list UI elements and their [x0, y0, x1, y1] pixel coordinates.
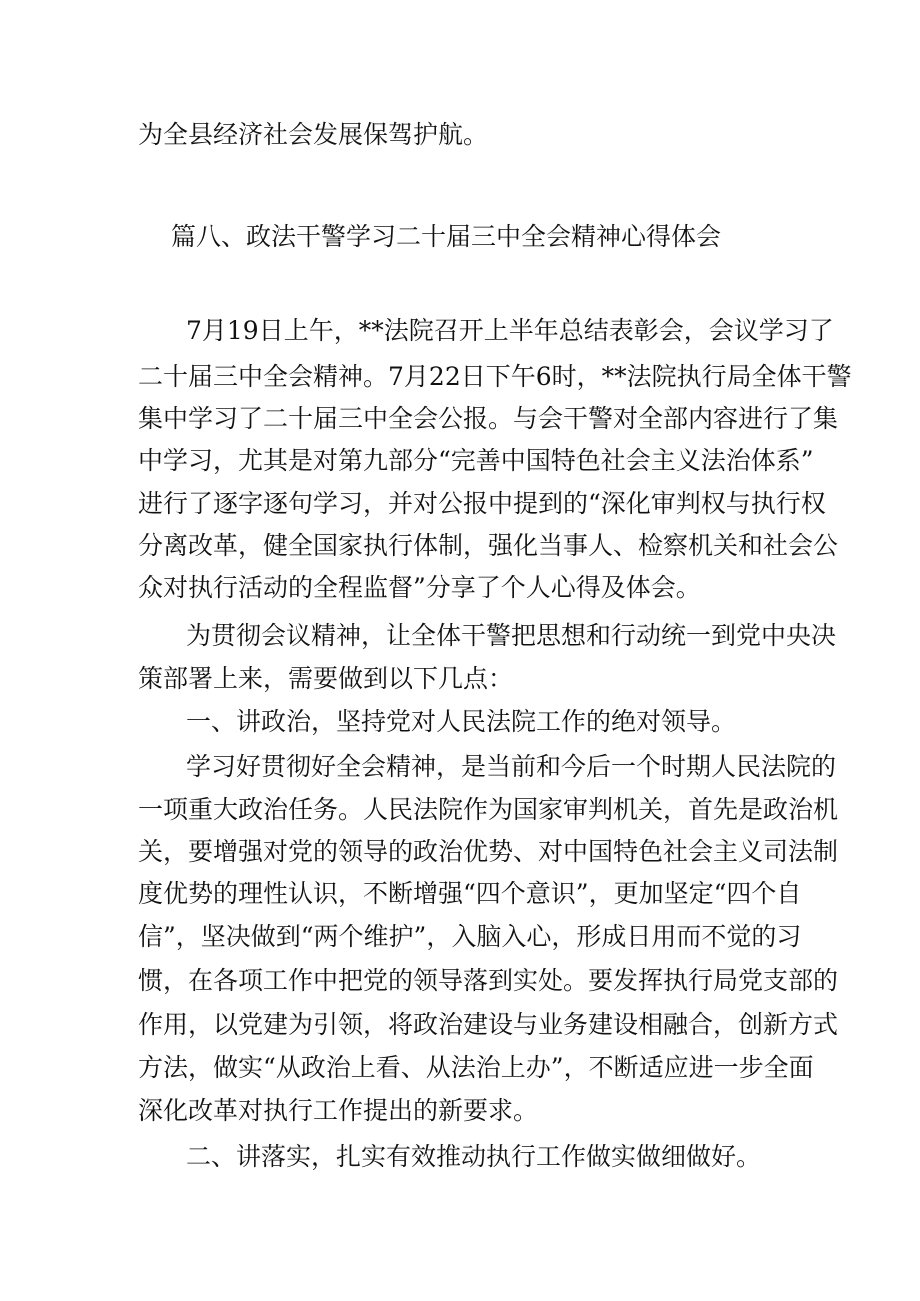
paragraph-line: 分离改革，健全国家执行体制，强化当事人、检察机关和社会公 — [138, 531, 839, 560]
intro-line: 为全县经济社会发展保驾护航。 — [138, 120, 489, 149]
paragraph-line: 策部署上来，需要做到以下几点： — [138, 664, 514, 693]
section-one-title: 一、讲政治，坚持党对人民法院工作的绝对领导。 — [186, 707, 737, 736]
paragraph-line: 度优势的理性认识，不断增强“四个意识”，更加坚定“四个自 — [138, 879, 802, 908]
paragraph-line: 进行了逐字逐句学习，并对公报中提到的“深化审判权与执行权 — [138, 489, 826, 518]
paragraph-line: 7月19日上午，**法院召开上半年总结表彰会，会议学习了 — [186, 316, 834, 345]
paragraph-line: 中学习，尤其是对第九部分“完善中国特色社会主义法治体系” — [138, 446, 814, 475]
paragraph-line: 集中学习了二十届三中全会公报。与会干警对全部内容进行了集 — [138, 404, 839, 433]
section-two-title: 二、讲落实，扎实有效推动执行工作做实做细做好。 — [186, 1142, 762, 1171]
paragraph-line: 二十届三中全会精神。7月22日下午6时，**法院执行局全体干警 — [138, 362, 852, 391]
paragraph-line: 一项重大政治任务。人民法院作为国家审判机关，首先是政治机 — [138, 795, 839, 824]
paragraph-line: 众对执行活动的全程监督”分享了个人心得及体会。 — [138, 573, 701, 602]
paragraph-line: 惯，在各项工作中把党的领导落到实处。要发挥执行局党支部的 — [138, 966, 839, 995]
paragraph-line: 深化改革对执行工作提出的新要求。 — [138, 1096, 539, 1125]
paragraph-line: 方法，做实“从政治上看、从法治上办”，不断适应进一步全面 — [138, 1053, 814, 1082]
paragraph-line: 关，要增强对党的领导的政治优势、对中国特色社会主义司法制 — [138, 837, 839, 866]
paragraph-line: 学习好贯彻好全会精神，是当前和今后一个时期人民法院的 — [186, 752, 837, 781]
paragraph-line: 信”，坚决做到“两个维护”，入脑入心，形成日用而不觉的习 — [138, 922, 802, 951]
section-heading: 篇八、政法干警学习二十届三中全会精神心得体会 — [171, 222, 722, 251]
paragraph-line: 为贯彻会议精神，让全体干警把思想和行动统一到党中央决 — [186, 621, 837, 650]
paragraph-line: 作用，以党建为引领，将政治建设与业务建设相融合，创新方式 — [138, 1010, 839, 1039]
